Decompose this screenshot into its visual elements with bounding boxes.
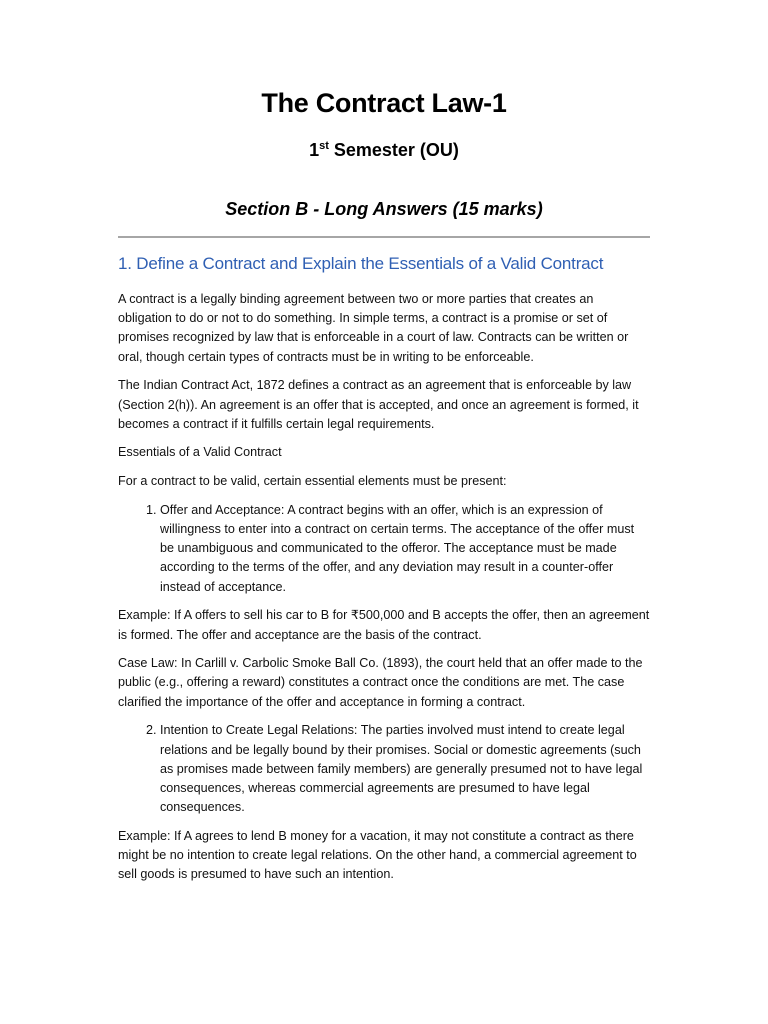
- paragraph-example-offer: Example: If A offers to sell his car to B for ₹500,000 and B accepts the offer, then an agreement is formed. The offer and acceptance are the basis of the contract.: [118, 608, 650, 642]
- semester-subtitle: [0, 140, 768, 161]
- subtitle-superscript: st: [319, 140, 329, 152]
- paragraph-definition: A contract is a legally binding agreement between two or more parties that creates an obligation to do or not to do something. In simple terms, a contract is a promise or set of promises recognized by law that is enforceable in a court of law. Contracts can be written or oral, though certain types of contracts must be in writing to be enforceable.: [118, 292, 629, 364]
- section-heading: Section B - Long Answers (15 marks): [225, 199, 543, 219]
- document-title: The Contract Law-1: [261, 88, 507, 118]
- paragraph-essentials-label: Essentials of a Valid Contract: [118, 445, 282, 460]
- list-item-offer-acceptance: 1. Offer and Acceptance: A contract begins with an offer, which is an expression of willingness to enter into a contract on certain terms. The acceptance of the offer must be unambiguous and communicated to the offeror. The acceptance must be made according to the terms of the offer, and any deviation may result in a counter-offer instead of acceptance.: [160, 501, 650, 597]
- paragraph-essentials-intro: For a contract to be valid, certain essential elements must be present:: [118, 474, 507, 489]
- list-item-intention: 2. Intention to Create Legal Relations: The parties involved must intend to create legal relations and be legally bound by their promises. Social or domestic agreements (such as promises made between family members) are generally presumed not to have legal consequences, whereas commercial agreements are presumed to have legal consequences.: [160, 721, 650, 817]
- paragraph-indian-contract-act: The Indian Contract Act, 1872 defines a contract as an agreement that is enforceable by law (Section 2(h)). An agreement is an offer that is accepted, and once an agreement is formed, it becomes a contract if it fulfills certain legal requirements.: [118, 378, 639, 431]
- subtitle-text: Semester (OU): [328, 140, 459, 160]
- question-heading: 1. Define a Contract and Explain the Essentials of a Valid Contract: [118, 254, 604, 273]
- essentials-list-2: [118, 721, 650, 817]
- paragraph-example-intention: Example: If A agrees to lend B money for a vacation, it may not constitute a contract as there might be no intention to create legal relations. On the other hand, a commercial agreement to sell goods is presumed to have such an intention.: [118, 828, 637, 882]
- subtitle-number: 1: [309, 140, 320, 160]
- horizontal-divider: [118, 236, 650, 238]
- paragraph-case-law: Case Law: In Carlill v. Carbolic Smoke Ball Co. (1893), the court held that an offer made to the public (e.g., offering a reward) constitutes a contract once the conditions are met. The case clarified the importance of the offer and acceptance in forming a contract.: [118, 656, 643, 709]
- essentials-list-1: [118, 501, 650, 597]
- document-body: [118, 290, 650, 894]
